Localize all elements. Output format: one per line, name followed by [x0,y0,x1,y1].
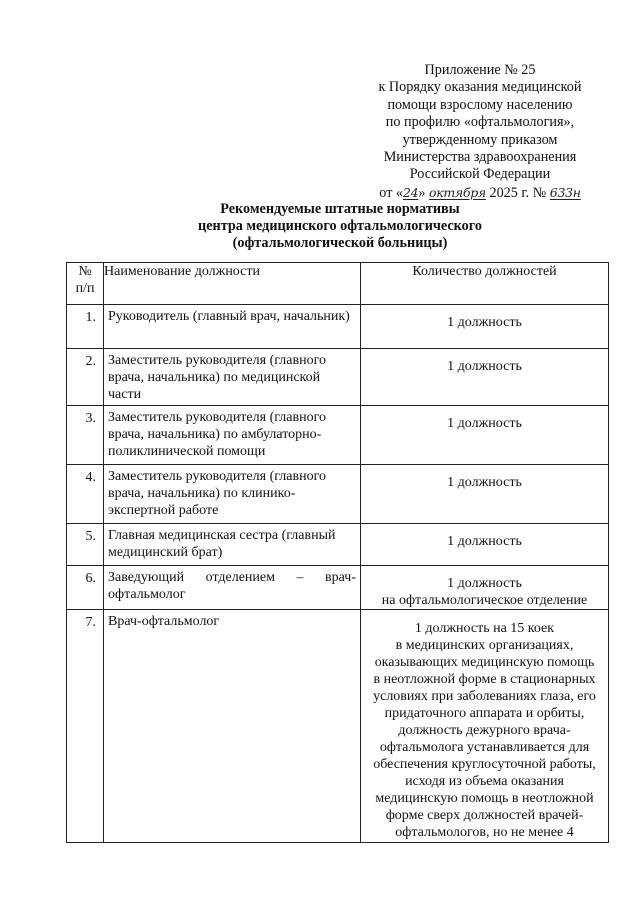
row-num: 2. [67,349,104,406]
row-quantity: 1 должность на офтальмологическое отделение [361,566,609,610]
appendix-header [355,62,605,202]
row-position: Руководитель (главный врач, начальник) [104,305,361,349]
row-quantity: 1 должность [361,465,609,524]
row-quantity: 1 должность [361,406,609,465]
row-num: 4. [67,465,104,524]
appendix-line: к Порядку оказания медицинской [378,79,582,96]
appendix-line: утвержденному приказом [402,131,558,148]
handwritten-day: 24 [403,184,419,200]
header-position: Наименование должности [104,263,361,305]
row-position: Заместитель руководителя (главного врача, начальника) по амбулаторно-поликлинической помощи [104,406,361,465]
row-position: Главная медицинская сестра (главный медицинский брат) [104,524,361,566]
row-quantity: 1 должность [361,524,609,566]
staffing-table [66,262,609,843]
row-quantity: 1 должность [361,349,609,406]
title-line: (офтальмологической больницы) [232,235,448,252]
row-num: 7. [67,610,104,843]
row-quantity: 1 должность [361,305,609,349]
row-position: Заведующий отделением – врач-офтальмолог [104,566,361,610]
date-mid: » [418,184,429,201]
row-num: 1. [67,305,104,349]
table-row [67,610,609,843]
year-text: 2025 г. № [485,184,550,201]
appendix-line: Российской Федерации [409,166,551,183]
title-line: центра медицинского офтальмологического [198,218,482,235]
table-header-row [67,263,609,305]
row-num: 5. [67,524,104,566]
table-row [67,566,609,610]
header-num: № п/п [67,263,104,305]
row-quantity: 1 должность на 15 коек в медицинских организациях, оказывающих медицинскую помощь в неотложной форме в стационарных условиях при заболеваниях глаза, его придаточного аппарата и орбиты, должность дежурного врача- офтальмолога устанавливается для обеспечения круглосуточной работы, исходя из объема оказания медицинскую помощь в неотложной форме сверх должностей врачей- офтальмологов, но не менее 4 [361,610,609,843]
row-position: Заместитель руководителя (главного врача, начальника) по медицинской части [104,349,361,406]
table-row [67,406,609,465]
appendix-line: помощи взрослому населению [387,96,573,113]
header-quantity: Количество должностей [361,263,609,305]
row-position: Заместитель руководителя (главного врача, начальника) по клинико-экспертной работе [104,465,361,524]
table-row [67,524,609,566]
row-num: 6. [67,566,104,610]
appendix-line: Приложение № 25 [424,62,536,78]
table-row [67,305,609,349]
table-row [67,465,609,524]
handwritten-month: октября [428,184,486,200]
row-num: 3. [67,406,104,465]
title-line: Рекомендуемые штатные нормативы [220,201,460,217]
table-row [67,349,609,406]
date-prefix: от « [379,184,404,201]
order-date-line [355,184,605,202]
appendix-line: по профилю «офтальмология», [385,114,575,131]
handwritten-order-number: 633н [549,184,581,200]
document-title [150,201,530,253]
row-position: Врач-офтальмолог [104,610,361,843]
appendix-line: Министерства здравоохранения [383,149,577,166]
